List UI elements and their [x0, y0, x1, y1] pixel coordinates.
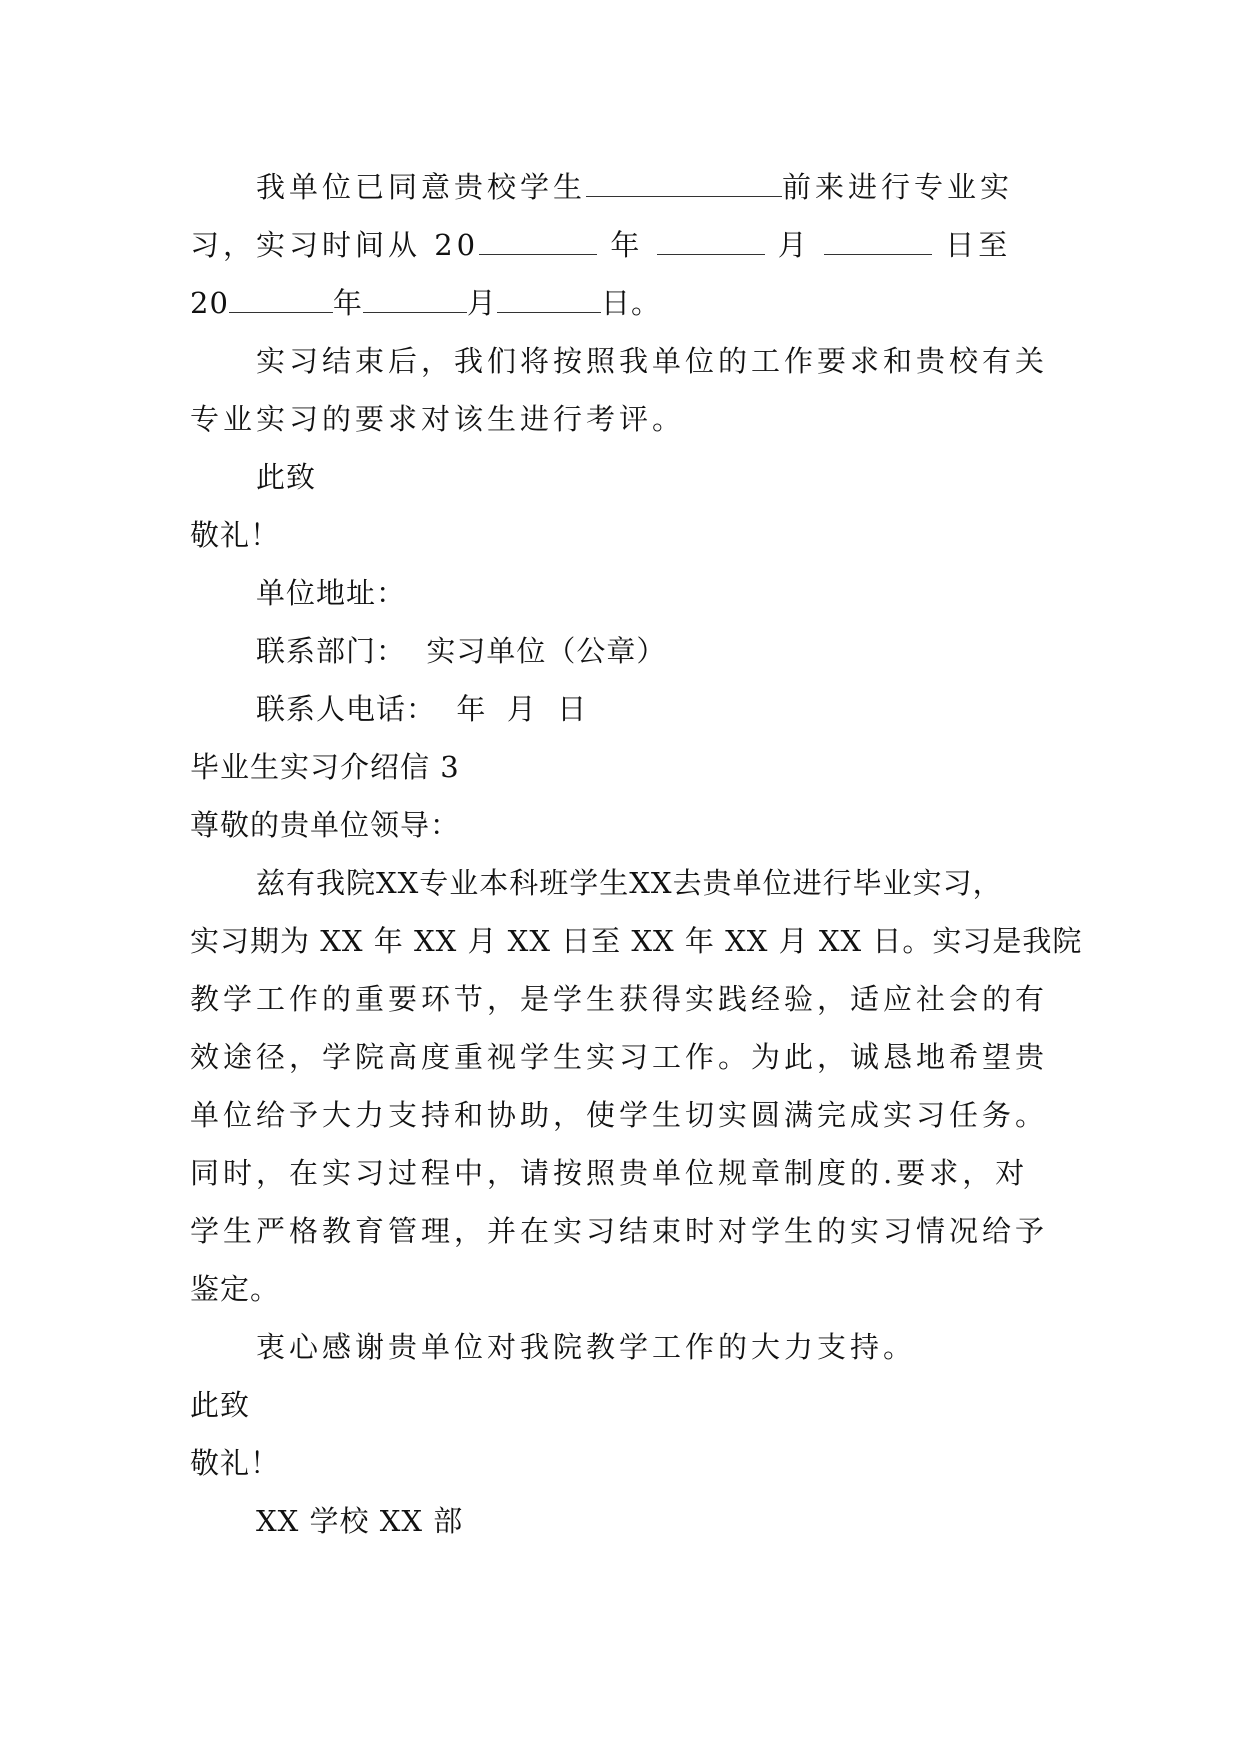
- paragraph-line: 实习结束后，我们将按照我单位的工作要求和贵校有关: [256, 344, 1049, 378]
- regards: 敬礼！: [190, 518, 281, 552]
- student-name-blank: [586, 166, 782, 197]
- body-line: 教学工作的重要环节，是学生获得实践经验，适应社会的有: [190, 982, 1049, 1016]
- year-blank: [479, 224, 597, 255]
- body-line: 效途径，学院高度重视学生实习工作。为此，诚恳地希望贵: [190, 1040, 1049, 1074]
- body-line: 学生严格教育管理，并在实习结束时对学生的实习情况给予: [190, 1214, 1049, 1248]
- contact-department: 联系部门： 实习单位（公章）: [256, 634, 667, 668]
- day-blank: [824, 224, 932, 255]
- text-segment: 年: [332, 286, 363, 320]
- paragraph-line: 专业实习的要求对该生进行考评。: [190, 402, 686, 436]
- contact-phone: 联系人电话： 年 月 日: [256, 692, 588, 726]
- text-segment: 前来进行专业实: [782, 170, 1014, 204]
- thanks-line: 衷心感谢贵单位对我院教学工作的大力支持。: [256, 1330, 917, 1364]
- text-segment: 日至: [945, 228, 1012, 262]
- unit-address: 单位地址：: [256, 576, 407, 610]
- paragraph-line: [190, 216, 1070, 274]
- body-line: 鉴定。: [190, 1272, 281, 1306]
- text-segment: 日。: [600, 286, 661, 320]
- salutation: 此致: [256, 460, 317, 494]
- text-segment: 20: [190, 286, 229, 320]
- body-line: 同时，在实习过程中，请按照贵单位规章制度的.要求，对: [190, 1156, 1029, 1190]
- month-blank: [657, 224, 765, 255]
- month-blank: [363, 282, 467, 313]
- year-blank: [229, 282, 333, 313]
- text-segment: 习，实习时间从 20: [190, 228, 480, 262]
- text-segment: 月: [777, 228, 811, 262]
- letter-title: 毕业生实习介绍信 3: [190, 750, 460, 784]
- body-line: 实习期为 XX 年 XX 月 XX 日至 XX 年 XX 月 XX 日。实习是我院: [190, 924, 1083, 958]
- salutation: 此致: [190, 1388, 251, 1422]
- body-line: 单位给予大力支持和协助，使学生切实圆满完成实习任务。: [190, 1098, 1049, 1132]
- paragraph-line: [190, 274, 1070, 332]
- regards: 敬礼！: [190, 1446, 281, 1480]
- day-blank: [497, 282, 601, 313]
- document-content: [190, 158, 1083, 1550]
- text-segment: 年: [610, 228, 644, 262]
- paragraph-line: [190, 158, 1070, 216]
- text-segment: 我单位已同意贵校学生: [256, 170, 587, 204]
- signature: XX 学校 XX 部: [256, 1504, 464, 1538]
- text-segment: 月: [466, 286, 497, 320]
- greeting: 尊敬的贵单位领导：: [190, 808, 461, 842]
- body-line: 兹有我院XX专业本科班学生XX去贵单位进行毕业实习，: [256, 866, 1003, 900]
